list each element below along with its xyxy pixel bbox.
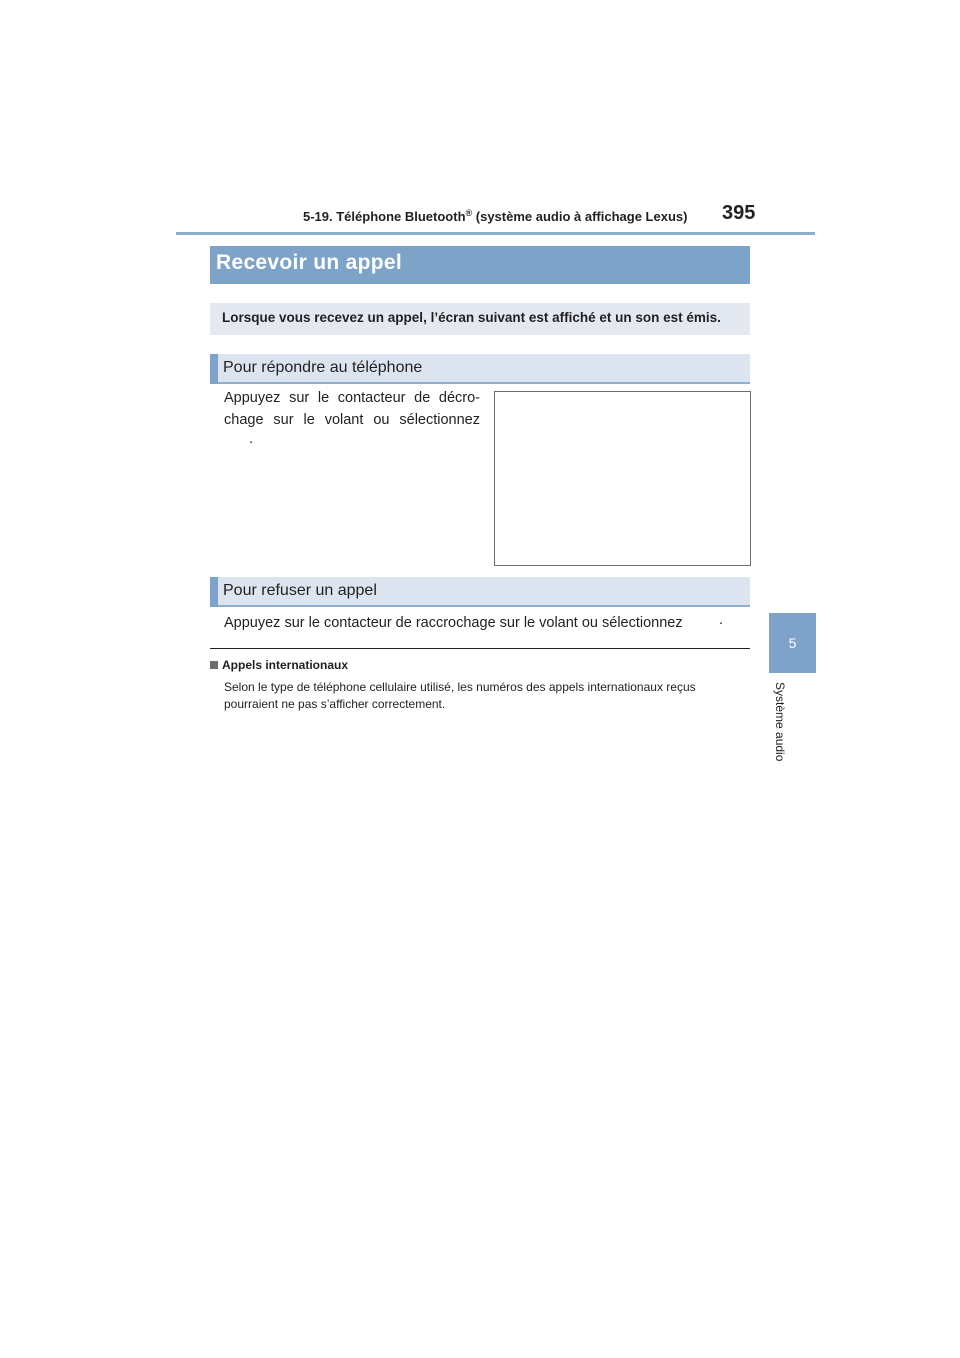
section-banner bbox=[210, 246, 750, 284]
note-divider bbox=[210, 648, 750, 649]
header-divider bbox=[176, 232, 815, 235]
refuse-end-mark: . bbox=[719, 612, 724, 628]
heading-accent-bar bbox=[210, 577, 218, 607]
chapter-subtitle: (système audio à affichage Lexus) bbox=[472, 209, 688, 224]
incoming-call-screen-image bbox=[494, 391, 751, 566]
note-title-text: Appels internationaux bbox=[222, 658, 349, 672]
chapter-title: 5-19. Téléphone Bluetooth bbox=[303, 209, 466, 224]
page-number: 395 bbox=[722, 202, 756, 224]
registered-mark: ® bbox=[465, 208, 473, 218]
chapter-tab bbox=[769, 613, 816, 673]
note-text: Selon le type de téléphone cellulaire utilisé, les numéros des appels internationaux reçus pourraient ne pas s’afficher correctement. bbox=[224, 680, 696, 711]
heading-accent-bar bbox=[210, 354, 218, 384]
chapter-side-label bbox=[760, 682, 800, 774]
answer-heading-text: Pour répondre au téléphone bbox=[223, 359, 423, 376]
refuse-heading-text: Pour refuser un appel bbox=[223, 582, 377, 599]
running-header-title bbox=[303, 208, 687, 224]
intro-text: Lorsque vous recevez un appel, l’écran suivant est affiché et un son est émis. bbox=[222, 310, 721, 325]
chapter-tab-number: 5 bbox=[788, 635, 797, 651]
chapter-side-label-text: Système audio bbox=[773, 682, 787, 762]
answer-end-mark: . bbox=[249, 431, 254, 447]
answer-heading bbox=[210, 354, 750, 384]
refuse-heading bbox=[210, 577, 750, 607]
intro-box bbox=[210, 303, 750, 335]
answer-instruction: Appuyez sur le contacteur de décro-chage sur le volant ou sélectionnez bbox=[224, 390, 480, 428]
refuse-instruction: Appuyez sur le contacteur de raccrochage sur le volant ou sélectionnez bbox=[224, 615, 683, 631]
section-title: Recevoir un appel bbox=[216, 251, 402, 274]
square-bullet-icon bbox=[210, 661, 218, 669]
note-title bbox=[210, 658, 348, 672]
